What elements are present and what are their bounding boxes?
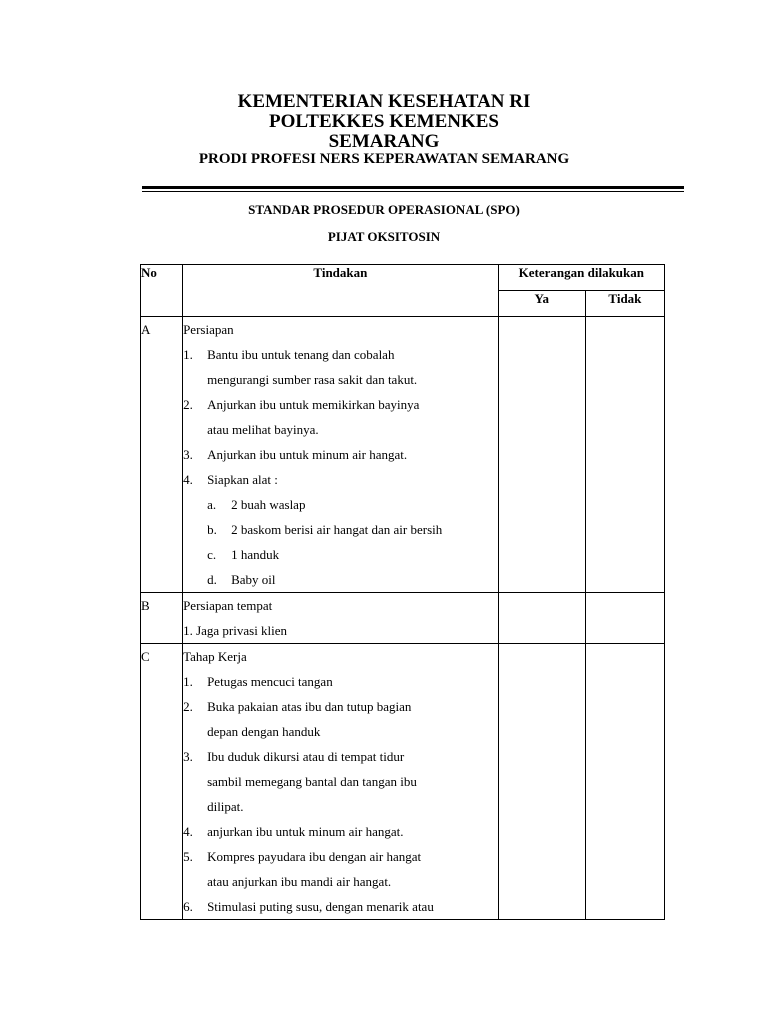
item-text: Anjurkan ibu untuk minum air hangat. [207,447,408,462]
ministry-name: KEMENTERIAN KESEHATAN RI [237,91,531,112]
table-header-row [141,265,665,291]
item-continuation: atau anjurkan ibu mandi air hangat. [207,874,392,889]
section-code: A [141,317,183,593]
table-row-section-b [141,593,665,644]
list-item [183,392,498,417]
item-number: 2. [183,397,193,412]
header-not-done: Tidak [585,291,664,317]
list-item [183,467,498,492]
item-text: anjurkan ibu untuk minum air hangat. [207,824,404,839]
sub-item-letter: c. [207,547,217,562]
list-item [183,744,498,769]
item-number: 1. [183,347,193,362]
item-text: Buka pakaian atas ibu dan tutup bagian [207,699,412,714]
item-number: 1. [183,674,193,689]
item-text: Bantu ibu untuk tenang dan cobalah [207,347,395,362]
item-text: Kompres payudara ibu dengan air hangat [207,849,422,864]
sub-item-text: Baby oil [231,572,276,587]
list-item [183,342,498,367]
header-action: Tindakan [183,265,499,317]
item-number: 2. [183,699,193,714]
document-subtitle: PIJAT OKSITOSIN [327,229,441,244]
list-item [183,694,498,719]
section-code: C [141,644,183,920]
program-name: PRODI PROFESI NERS KEPERAWATAN SEMARANG [198,151,570,167]
item-text: Stimulasi puting susu, dengan menarik atau [207,899,434,914]
item-continuation: dilipat. [207,799,244,814]
check-cell-yes[interactable] [498,593,585,644]
item-number: 6. [183,899,193,914]
document-title: STANDAR PROSEDUR OPERASIONAL (SPO) [248,202,520,217]
section-actions [183,593,499,644]
header-no: No [141,265,183,317]
check-cell-not-done[interactable] [585,317,664,593]
header-divider-thin [142,191,684,192]
list-item [183,442,498,467]
sub-item-letter: a. [207,497,217,512]
item-continuation: atau melihat bayinya. [207,422,319,437]
sub-item-text: 1 handuk [231,547,280,562]
section-actions [183,317,499,593]
item-text: Petugas mencuci tangan [207,674,333,689]
procedure-table [140,264,665,920]
item-text: Siapkan alat : [207,472,278,487]
section-heading: Persiapan tempat [183,598,273,613]
list-item [183,819,498,844]
item-number: 3. [183,749,193,764]
check-cell-yes[interactable] [498,644,585,920]
header-yes: Ya [498,291,585,317]
institution-name: POLTEKKES KEMENKES [268,111,499,132]
list-item [183,844,498,869]
item-number: 4. [183,472,193,487]
list-item [183,894,498,919]
section-code: B [141,593,183,644]
sub-item-letter: b. [207,522,217,537]
sub-list-item [183,567,498,592]
sub-item-text: 2 buah waslap [231,497,306,512]
item-number: 5. [183,849,193,864]
table-row-section-a [141,317,665,593]
sub-list-item [183,517,498,542]
item-continuation: sambil memegang bantal dan tangan ibu [207,774,417,789]
item-number: 4. [183,824,193,839]
section-heading: Persiapan [183,322,234,337]
item-text: Anjurkan ibu untuk memikirkan bayinya [207,397,420,412]
check-cell-not-done[interactable] [585,644,664,920]
table-row-section-c [141,644,665,920]
check-cell-not-done[interactable] [585,593,664,644]
item-continuation: depan dengan handuk [207,724,321,739]
header-divider-thick [142,186,684,189]
item-number: 3. [183,447,193,462]
item-text: Ibu duduk dikursi atau di tempat tidur [207,749,405,764]
institution-city: SEMARANG [328,131,440,152]
section-heading: Tahap Kerja [183,649,247,664]
list-item [183,669,498,694]
sub-item-text: 2 baskom berisi air hangat dan air bersih [231,522,443,537]
sub-list-item [183,542,498,567]
section-actions [183,644,499,920]
list-item: 1. Jaga privasi klien [183,623,288,638]
check-cell-yes[interactable] [498,317,585,593]
sub-item-letter: d. [207,572,217,587]
header-remark: Keterangan dilakukan [498,265,664,291]
sub-list-item [183,492,498,517]
item-continuation: mengurangi sumber rasa sakit dan takut. [207,372,418,387]
